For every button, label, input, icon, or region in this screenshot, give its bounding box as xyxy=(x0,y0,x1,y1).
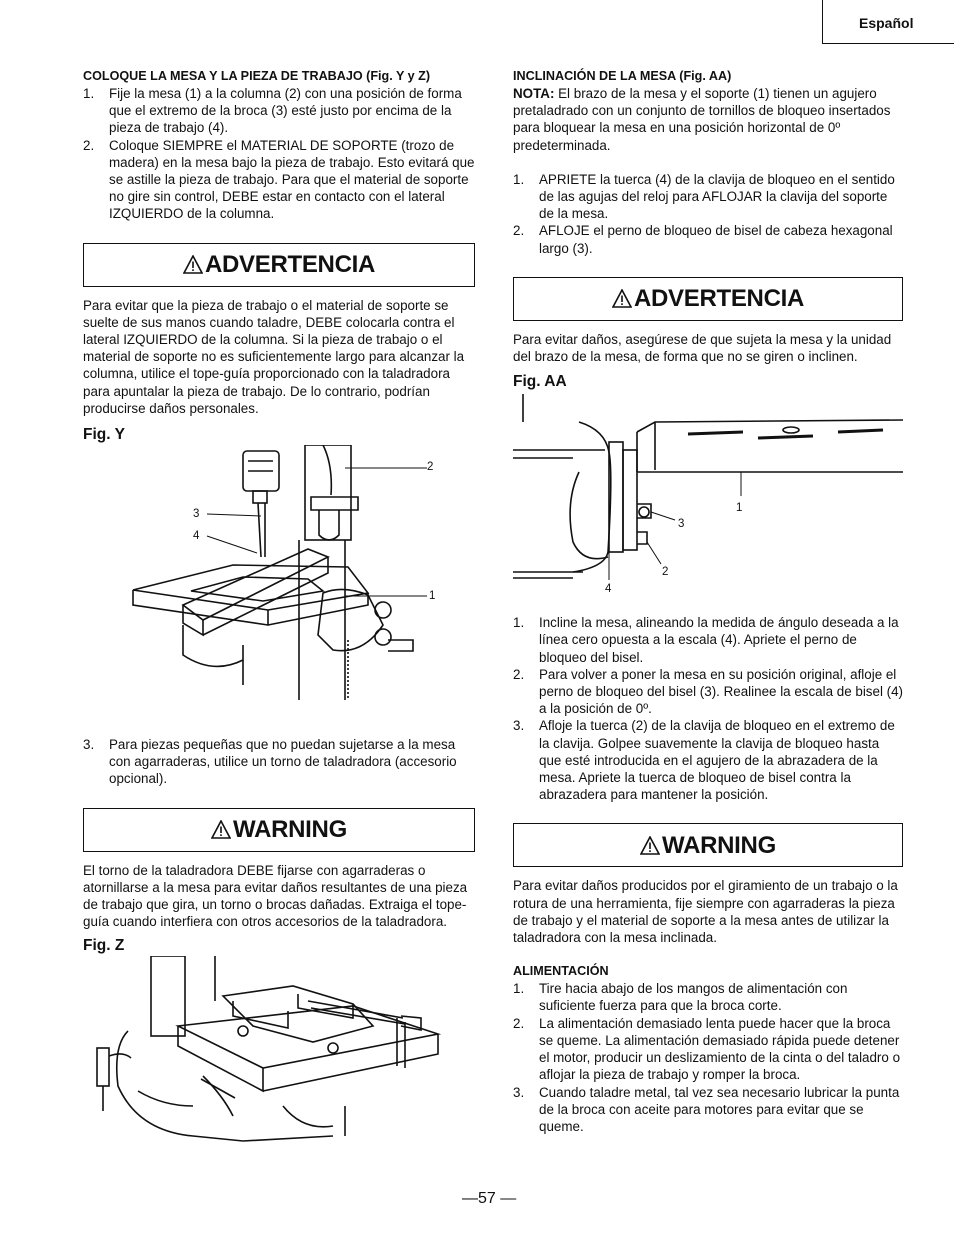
list-item: 3. Cuando taladre metal, tal vez sea necesario lubricar la punta de la broca con aceite para motores para evitar que se queme. xyxy=(513,1084,900,1134)
list-item: 2. AFLOJE el perno de bloqueo de bisel de cabeza hexagonal largo (3). xyxy=(513,223,893,256)
bevel-steps-list xyxy=(513,614,903,803)
list-item: 1. Tire hacia abajo de los mangos de alimentación con suficiente fuerza para que la broca corte. xyxy=(513,981,848,1014)
list-item: 3. Afloje la tuerca (2) de la clavija de bloqueo en el extremo de la clavija. Golpee suavemente la clavija de bloqueo hasta que esté introducida en el agujero de la abrazadera de la mesa. Apriete la tuerca de bloqueo de bisel contra la abrazadera para mantener la posición. xyxy=(513,718,895,803)
callout-label: 2 xyxy=(662,566,669,579)
tilt-prep-steps-list xyxy=(513,171,903,257)
figure-label: Fig. Z xyxy=(83,937,125,955)
right-column xyxy=(513,68,903,1135)
warning-triangle-icon xyxy=(612,289,632,308)
warning-text: Para evitar daños, asegúrese de que sujeta la mesa y la unidad del brazo de la mesa, de forma que no se giren o inclinen. xyxy=(513,331,892,365)
table-bevel-illustration xyxy=(513,392,903,614)
warning-box-advertencia: ADVERTENCIA xyxy=(83,243,475,287)
figure-y-drill-press-table xyxy=(83,445,475,725)
section-title-feed: ALIMENTACIÓN xyxy=(513,964,609,979)
figure-label: Fig. Y xyxy=(83,426,125,444)
list-item: 2. Coloque SIEMPRE el MATERIAL DE SOPORTE (trozo de madera) en la mesa bajo la pieza de trabajo. Esto evitará que se astille la pieza de trabajo. Para que el material de soporte no gire sin control, DEBE estar en contacto con el lateral IZQUIERDO de la columna. xyxy=(83,137,475,222)
drill-press-vise-illustration xyxy=(83,956,475,1156)
list-item: 3. Para piezas pequeñas que no puedan sujetarse a la mesa con agarraderas, utilice un torno de taladradora (accesorio opcional). xyxy=(83,737,457,787)
warning-triangle-icon xyxy=(640,836,660,855)
callout-label: 3 xyxy=(678,518,685,531)
warning-text: Para evitar daños producidos por el giramiento de un trabajo o la rotura de una herramienta, fije siempre con agarraderas la pieza de trabajo y el material de soporte a la mesa antes de utilizar la taladradora con la mesa inclinada. xyxy=(513,878,898,946)
list-item: 1. Incline la mesa, alineando la medida de ángulo deseada a la línea cero opuesta a la escala (4). Apriete el perno de bloqueo del bisel. xyxy=(513,615,899,665)
callout-label: 4 xyxy=(605,583,612,596)
drill-press-table-illustration xyxy=(83,445,475,725)
section-title-table-setup: COLOQUE LA MESA Y LA PIEZA DE TRABAJO (Fig. Y y Z) xyxy=(83,69,431,83)
callout-label: 4 xyxy=(193,530,200,543)
page-number: —57 — xyxy=(462,1190,517,1207)
warning-box-warning: WARNING xyxy=(83,808,475,852)
list-item: 2. La alimentación demasiado lenta puede hacer que la broca se queme. La alimentación demasiado rápida puede detener el motor, producir un deslizamiento de la cinta o del taladro o aflojar la pieza de trabajo y romper la broca. xyxy=(513,1015,901,1083)
list-item: 2. Para volver a poner la mesa en su posición original, afloje el perno de bloqueo del bisel (3). Realinee la escala de bisel (4) a la posición de 0º. xyxy=(513,666,904,717)
section-title-table-tilt: INCLINACIÓN DE LA MESA (Fig. AA) xyxy=(513,69,732,83)
note-text: El brazo de la mesa y el soporte (1) tienen un agujero pretaladrado con un conjunto de tornillos de bloqueo insertados para bloquear la mesa en una posición horizontal de 0º predeterminada. xyxy=(513,86,891,153)
setup-steps-list xyxy=(83,85,475,223)
feed-steps-list xyxy=(513,980,903,1135)
callout-label: 2 xyxy=(427,461,434,474)
small-parts-step-list xyxy=(83,736,475,788)
warning-box-advertencia: ADVERTENCIA xyxy=(513,277,903,321)
callout-label: 1 xyxy=(736,502,743,515)
note-paragraph xyxy=(513,85,903,154)
left-column xyxy=(83,68,475,1156)
warning-box-warning: WARNING xyxy=(513,823,903,867)
figure-label: Fig. AA xyxy=(513,373,567,391)
callout-label: 1 xyxy=(429,590,436,603)
figure-aa-table-bevel xyxy=(513,392,903,614)
note-label: NOTA: xyxy=(513,86,555,101)
language-tab: Español xyxy=(822,0,954,44)
figure-z-drill-press-vise xyxy=(83,956,475,1156)
list-item: 1. Fije la mesa (1) a la columna (2) con una posición de forma que el extremo de la broca (3) esté justo por encima de la pieza de trabajo (4). xyxy=(83,86,462,136)
warning-triangle-icon xyxy=(211,820,231,839)
callout-label: 3 xyxy=(193,508,200,521)
warning-text: Para evitar que la pieza de trabajo o el material de soporte se suelte de sus manos cuando taladre, DEBE colocarla contra el lateral IZQUIERDO de la columna. Si la pieza de trabajo o el material de soporte no es suficientemente largo para alcanzar la columna, utilice el tope-guía proporcionado con la taladradora para apuntalar la pieza de trabajo. De lo contrario, podrían producirse daños personales. xyxy=(83,297,465,416)
list-item: 1. APRIETE la tuerca (4) de la clavija de bloqueo en el sentido de las agujas del reloj para AFLOJAR la clavija del soporte de la mesa. xyxy=(513,171,895,222)
warning-text: El torno de la taladradora DEBE fijarse con agarraderas o atornillarse a la mesa para evitar daños resultantes de una pieza de trabajo que gira, un torno o brocas dañadas. Extraiga el tope-guía cuando interfiera con otros accesorios de la taladradora. xyxy=(83,862,468,930)
warning-triangle-icon xyxy=(183,255,203,274)
